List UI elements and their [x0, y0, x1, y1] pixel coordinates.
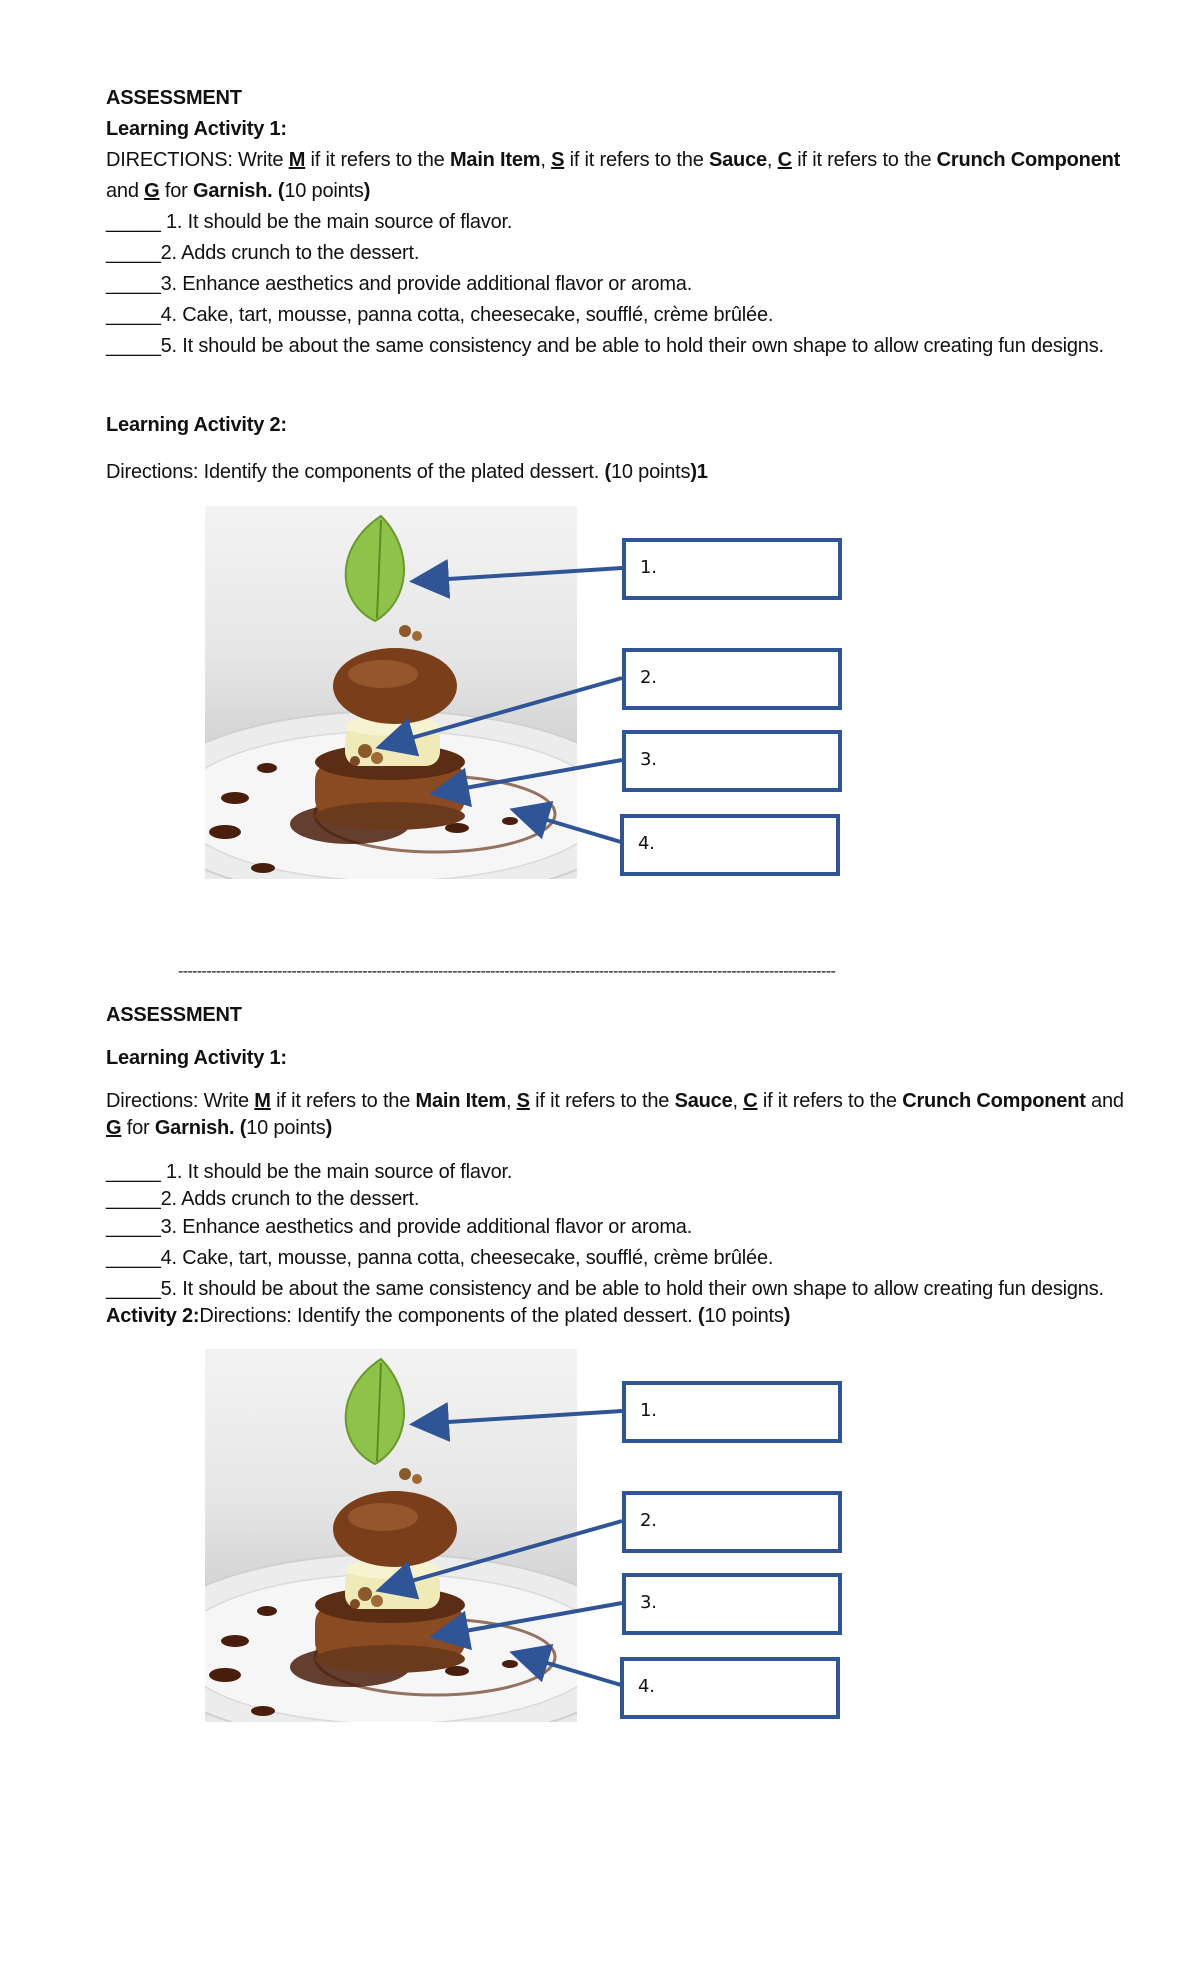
answer-box-2[interactable]: 2.	[622, 1491, 842, 1553]
list-item: _____5. It should be about the same consistency and be able to hold their own shape to allow creating fun designs.	[106, 335, 1104, 357]
directions-line-2: and G for Garnish. (10 points)	[106, 180, 371, 202]
answer-box-3[interactable]: 3.	[622, 1573, 842, 1635]
list-item: _____3. Enhance aesthetics and provide additional flavor or aroma.	[106, 1216, 693, 1238]
list-item: _____2. Adds crunch to the dessert.	[106, 242, 420, 264]
list-item: _____ 1. It should be the main source of flavor.	[106, 211, 513, 233]
answer-box-4[interactable]: 4.	[620, 814, 840, 876]
directions-line-1: DIRECTIONS: Write M if it refers to the Main Item, S if it refers to the Sauce, C if it refers to the Crunch Component	[106, 149, 1121, 171]
section-separator: -------------------------------------------------------------------------------------------------------------------------------------------	[178, 963, 836, 980]
list-item: _____4. Cake, tart, mousse, panna cotta, cheesecake, soufflé, crème brûlée.	[106, 1247, 774, 1269]
activity2-title: Learning Activity 2:	[106, 414, 287, 436]
dessert-figure	[205, 506, 845, 881]
dessert-figure	[205, 1349, 845, 1724]
answer-box-3[interactable]: 3.	[622, 730, 842, 792]
directions-line-1: Directions: Write M if it refers to the Main Item, S if it refers to the Sauce, C if it refers to the Crunch Component and	[106, 1090, 1124, 1112]
answer-box-2[interactable]: 2.	[622, 648, 842, 710]
assessment-heading: ASSESSMENT	[106, 1004, 242, 1026]
directions-line-2: G for Garnish. (10 points)	[106, 1117, 333, 1139]
answer-box-1[interactable]: 1.	[622, 538, 842, 600]
list-item: _____4. Cake, tart, mousse, panna cotta, cheesecake, soufflé, crème brûlée.	[106, 304, 774, 326]
list-item: _____ 1. It should be the main source of flavor.	[106, 1161, 513, 1183]
list-item: _____2. Adds crunch to the dessert.	[106, 1188, 420, 1210]
activity1-title: Learning Activity 1:	[106, 118, 287, 140]
assessment-heading: ASSESSMENT	[106, 87, 242, 109]
activity2-directions: Directions: Identify the components of the plated dessert. (10 points)1	[106, 461, 708, 483]
activity2-directions: Activity 2:Directions: Identify the components of the plated dessert. (10 points)	[106, 1305, 791, 1327]
list-item: _____3. Enhance aesthetics and provide additional flavor or aroma.	[106, 273, 693, 295]
answer-box-4[interactable]: 4.	[620, 1657, 840, 1719]
list-item: _____5. It should be about the same consistency and be able to hold their own shape to allow creating fun designs.	[106, 1278, 1104, 1300]
activity1-title: Learning Activity 1:	[106, 1047, 287, 1069]
answer-box-1[interactable]: 1.	[622, 1381, 842, 1443]
